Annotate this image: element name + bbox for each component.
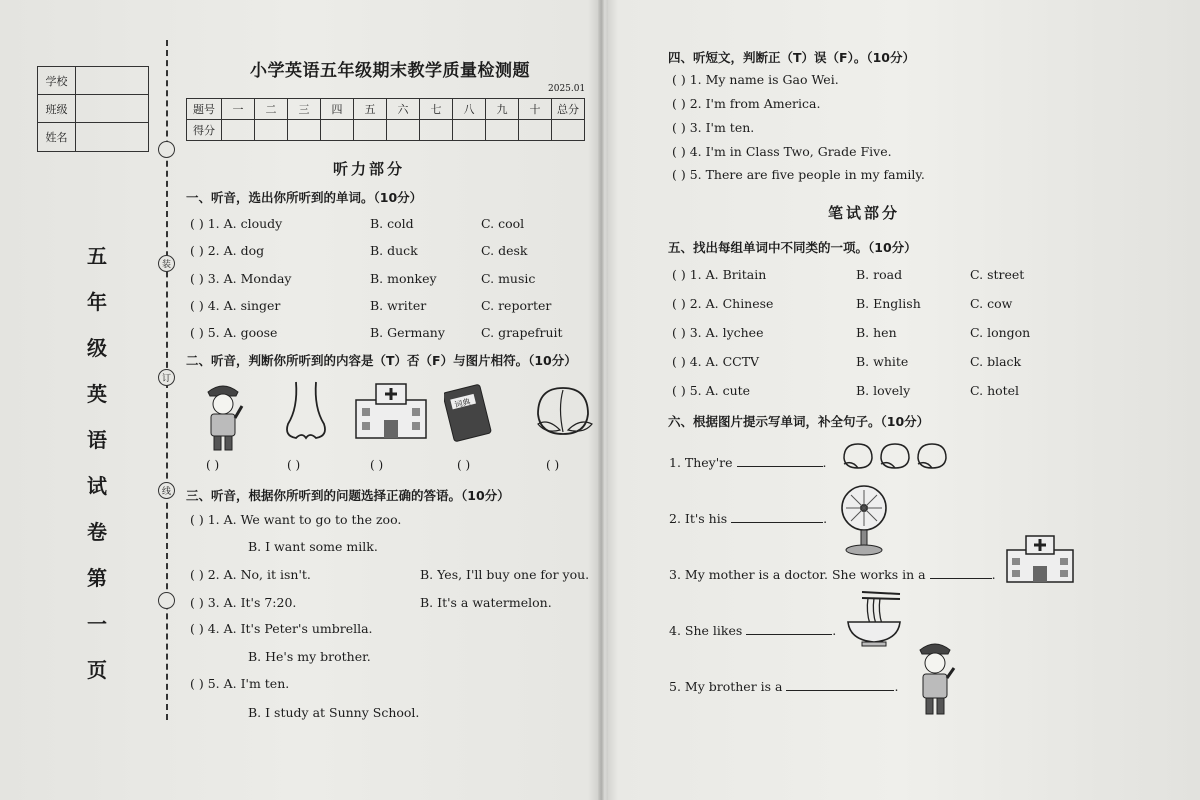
q6-blank-5[interactable] (786, 679, 894, 691)
q1-option-b: B. writer (370, 298, 427, 313)
q5-option-c: C. street (970, 267, 1025, 282)
q5-item[interactable]: ( ) 1. A. Britain (672, 267, 767, 282)
q3-item[interactable]: ( ) 5. A. I'm ten. (190, 676, 290, 691)
school-row (38, 67, 148, 95)
q1-option-c: C. music (481, 271, 536, 286)
nose-icon (282, 378, 330, 444)
q1-option-c: C. cool (481, 216, 525, 231)
q6-sentence-3 (669, 567, 996, 582)
side-title (82, 240, 112, 686)
q1-option-b: B. monkey (370, 271, 437, 286)
name-field[interactable] (76, 123, 148, 151)
score-cell: 十 (519, 99, 552, 120)
q6-sentence-2 (669, 511, 827, 526)
score-input[interactable] (222, 120, 255, 141)
period: . (991, 567, 996, 582)
side-char: 语 (87, 428, 107, 452)
q5-option-b: B. lovely (856, 383, 911, 398)
police-officer-icon (914, 636, 956, 718)
q2-heading: 二、听音，判断你所听到的内容是（T）否（F）与图片相符。（10分） (186, 353, 577, 368)
school-label: 学校 (38, 67, 76, 94)
q6-blank-1[interactable] (737, 455, 823, 467)
q1-option-b: B. duck (370, 243, 418, 258)
q4-heading: 四、听短文，判断正（T）误（F）。（10分） (668, 50, 915, 65)
q5-item[interactable]: ( ) 2. A. Chinese (672, 296, 774, 311)
q1-item[interactable]: ( ) 1. A. cloudy (190, 216, 283, 231)
q6-sentence-text: 1. They're (669, 455, 733, 470)
q5-option-b: B. white (856, 354, 909, 369)
q1-item[interactable]: ( ) 2. A. dog (190, 243, 265, 258)
period: . (823, 511, 828, 526)
q5-option-c: C. black (970, 354, 1022, 369)
q1-item[interactable]: ( ) 4. A. singer (190, 298, 281, 313)
q4-item[interactable]: ( ) 2. I'm from America. (672, 96, 821, 111)
listening-section-title: 听力部分 (333, 160, 406, 178)
q5-option-c: C. hotel (970, 383, 1020, 398)
page-fold (598, 0, 608, 800)
q6-sentence-text: 3. My mother is a doctor. She works in a (669, 567, 926, 582)
writing-section-title: 笔试部分 (828, 204, 901, 222)
q2-answer-box[interactable]: ( ) (370, 458, 384, 472)
q6-sentence-text: 5. My brother is a (669, 679, 783, 694)
score-table (186, 98, 585, 141)
q3-option: B. Yes, I'll buy one for you. (420, 567, 590, 582)
side-char: 页 (87, 658, 107, 682)
score-cell: 二 (255, 99, 288, 120)
q2-answer-box[interactable]: ( ) (287, 458, 301, 472)
q3-heading: 三、听音，根据你所听到的问题选择正确的答语。（10分） (186, 488, 510, 503)
q2-answer-box[interactable]: ( ) (457, 458, 471, 472)
q3-item[interactable]: ( ) 1. A. We want to go to the zoo. (190, 512, 402, 527)
score-cell: 三 (288, 99, 321, 120)
hospital-icon (352, 378, 430, 440)
side-char: 试 (87, 474, 107, 498)
q4-item[interactable]: ( ) 1. My name is Gao Wei. (672, 72, 839, 87)
hospital-icon (1004, 532, 1076, 584)
q4-item[interactable]: ( ) 3. I'm ten. (672, 120, 755, 135)
q1-option-b: B. cold (370, 216, 414, 231)
score-input[interactable] (255, 120, 288, 141)
score-value-row (187, 120, 585, 141)
period: . (822, 455, 827, 470)
score-input[interactable] (486, 120, 519, 141)
q3-item[interactable]: ( ) 2. A. No, it isn't. (190, 567, 311, 582)
q5-option-b: B. hen (856, 325, 897, 340)
seal-mark: 装 (158, 255, 175, 272)
q4-item[interactable]: ( ) 5. There are five people in my family. (672, 167, 925, 182)
q6-heading: 六、根据图片提示写单词，补全句子。（10分） (668, 414, 930, 429)
q5-item[interactable]: ( ) 4. A. CCTV (672, 354, 760, 369)
q2-answer-box[interactable]: ( ) (546, 458, 560, 472)
q1-option-c: C. desk (481, 243, 528, 258)
book-label: 词典 (453, 396, 472, 410)
peach-icon (528, 378, 598, 440)
q6-sentence-text: 2. It's his (669, 511, 728, 526)
police-officer-icon (200, 378, 246, 454)
score-label: 得分 (187, 120, 222, 141)
score-cell: 四 (321, 99, 354, 120)
score-input[interactable] (552, 120, 585, 141)
seal-mark: 订 (158, 369, 175, 386)
score-cell: 总分 (552, 99, 585, 120)
side-char: 级 (87, 336, 107, 360)
q6-blank-3[interactable] (930, 567, 992, 579)
exam-title: 小学英语五年级期末教学质量检测题 (250, 61, 530, 81)
q3-option: B. I want some milk. (248, 539, 378, 554)
name-label: 姓名 (38, 123, 76, 151)
q3-option: B. He's my brother. (248, 649, 371, 664)
punch-hole (158, 592, 175, 609)
q5-option-c: C. cow (970, 296, 1013, 311)
score-cell: 六 (387, 99, 420, 120)
period: . (832, 623, 837, 638)
q5-option-b: B. road (856, 267, 903, 282)
q2-answer-box[interactable]: ( ) (206, 458, 220, 472)
q1-item[interactable]: ( ) 3. A. Monday (190, 271, 292, 286)
class-label: 班级 (38, 95, 76, 122)
score-cell: 题号 (187, 99, 222, 120)
q3-option: B. It's a watermelon. (420, 595, 552, 610)
q6-sentence-4 (669, 623, 836, 638)
side-char: 卷 (87, 520, 107, 544)
q5-item[interactable]: ( ) 3. A. lychee (672, 325, 764, 340)
seal-mark: 线 (158, 482, 175, 499)
noodles-icon (844, 590, 904, 648)
score-cell: 一 (222, 99, 255, 120)
q6-sentence-text: 4. She likes (669, 623, 743, 638)
punch-hole (158, 141, 175, 158)
side-char: 第 (87, 566, 107, 590)
q6-sentence-1 (669, 455, 827, 470)
period: . (894, 679, 899, 694)
score-header-row (187, 99, 585, 120)
q1-option-b: B. Germany (370, 325, 445, 340)
q5-option-b: B. English (856, 296, 921, 311)
q6-blank-2[interactable] (731, 511, 823, 523)
fan-icon (836, 482, 892, 556)
side-char: 年 (87, 290, 107, 314)
score-input[interactable] (453, 120, 486, 141)
side-char: 英 (87, 382, 107, 406)
q6-sentence-5 (669, 679, 898, 694)
peaches-icon (840, 440, 950, 472)
q6-blank-4[interactable] (746, 623, 832, 635)
q3-item[interactable]: ( ) 4. A. It's Peter's umbrella. (190, 621, 373, 636)
q1-option-c: C. grapefruit (481, 325, 563, 340)
q4-item[interactable]: ( ) 4. I'm in Class Two, Grade Five. (672, 144, 892, 159)
q5-option-c: C. longon (970, 325, 1031, 340)
exam-date: 2025.01 (548, 84, 586, 94)
score-input[interactable] (420, 120, 453, 141)
name-row (38, 123, 148, 151)
score-input[interactable] (321, 120, 354, 141)
score-input[interactable] (288, 120, 321, 141)
student-info-box (37, 66, 149, 152)
school-field[interactable] (76, 67, 148, 94)
q1-heading: 一、听音，选出你所听到的单词。（10分） (186, 190, 423, 205)
score-input[interactable] (387, 120, 420, 141)
score-cell: 九 (486, 99, 519, 120)
q3-item[interactable]: ( ) 3. A. It's 7:20. (190, 595, 297, 610)
q5-item[interactable]: ( ) 5. A. cute (672, 383, 751, 398)
q5-heading: 五、找出每组单词中不同类的一项。（10分） (668, 240, 917, 255)
class-row (38, 95, 148, 123)
score-cell: 七 (420, 99, 453, 120)
score-input[interactable] (354, 120, 387, 141)
q1-option-c: C. reporter (481, 298, 552, 313)
q1-item[interactable]: ( ) 5. A. goose (190, 325, 278, 340)
dictionary-icon (444, 378, 496, 444)
score-cell: 五 (354, 99, 387, 120)
q3-option: B. I study at Sunny School. (248, 705, 420, 720)
class-field[interactable] (76, 95, 148, 122)
score-cell: 八 (453, 99, 486, 120)
side-char: 一 (87, 612, 107, 636)
score-input[interactable] (519, 120, 552, 141)
side-char: 五 (87, 244, 107, 268)
